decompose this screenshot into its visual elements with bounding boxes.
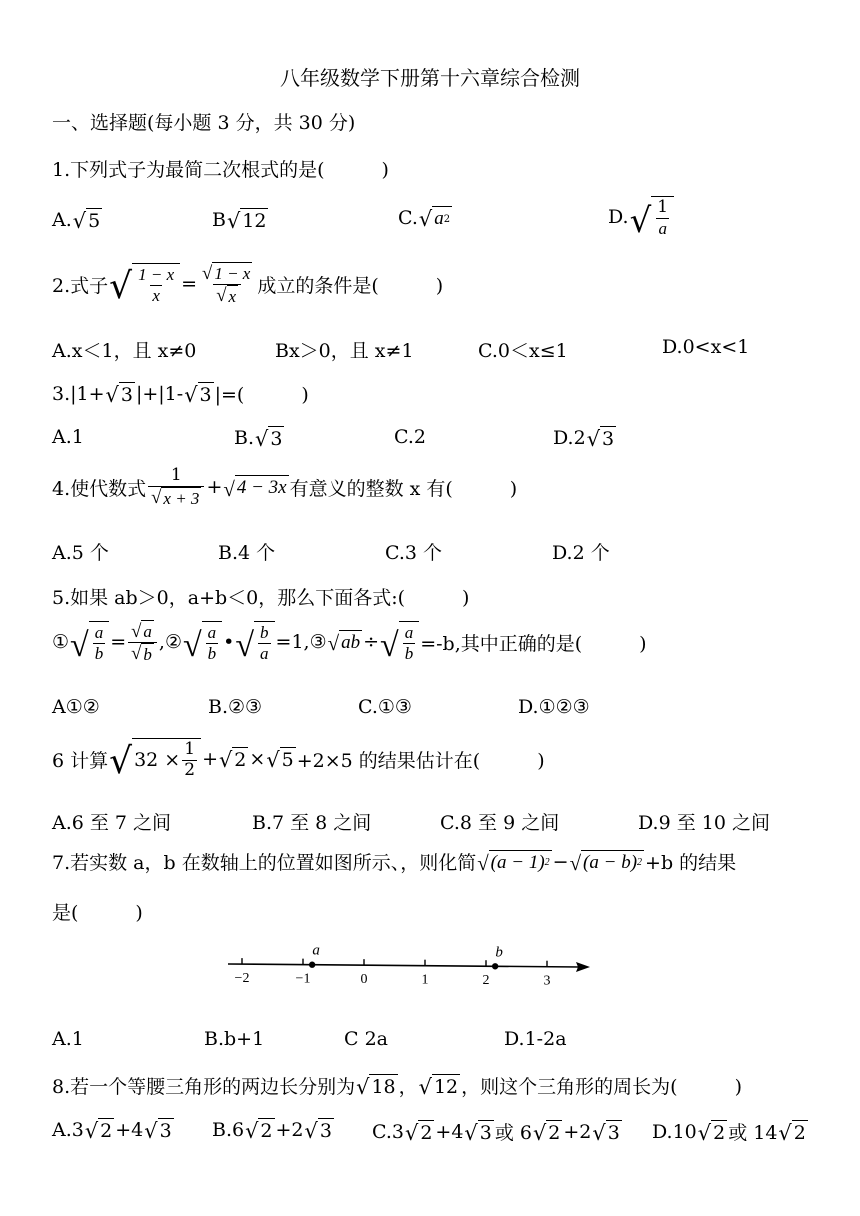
q2-option-d: D.0<x<1 xyxy=(662,336,750,358)
q3-option-a: A.1 xyxy=(52,426,84,448)
question-5-statements: ① √ $\frac{a}{b}$ = √ a √ b ,② √ $\frac{a}{b}$ • √ $\frac{b}{a}$ =1,③ √ ab ÷ √ $\frac{a}{b}$ =-b,其中正确的是( ) xyxy=(52,620,647,665)
q6-option-d: D.9 至 10 之间 xyxy=(638,812,770,834)
point-a xyxy=(309,962,315,968)
question-7-stem-continued: 是( ) xyxy=(52,902,143,924)
question-7-stem: 7.若实数 a，b 在数轴上的位置如图所示、，则化简 √ (a − 1) 2 − √ (a − b) 2 +b 的结果 xyxy=(52,850,737,875)
q3-option-b: B. √ 3 xyxy=(234,427,283,452)
q6-option-c: C.8 至 9 之间 xyxy=(440,812,560,834)
q8-option-a: A.3 √ 2 +4 √ 3 xyxy=(52,1119,172,1144)
q4-option-c: C.3 个 xyxy=(385,542,443,564)
point-label-b: b xyxy=(495,944,503,961)
q1-option-d: D. √ $\frac{1}{a}$ xyxy=(608,196,675,238)
q2-option-c: C.0＜x≤1 xyxy=(478,340,568,362)
q3-option-d: D.2 √ 3 xyxy=(553,427,615,452)
q6-option-a: A.6 至 7 之间 xyxy=(52,812,172,834)
sqrt-12: √ 12 xyxy=(226,209,267,234)
page-title: 八年级数学下册第十六章综合检测 xyxy=(280,66,580,90)
point-label-a: a xyxy=(312,942,320,959)
question-4-stem: 4.使代数式 1 √ x + 3 + √ 4 − 3x 有意义的整数 x 有( ) xyxy=(52,465,518,509)
point-b xyxy=(492,963,498,969)
q1-option-a: A. √ 5 xyxy=(52,209,101,234)
number-line-figure xyxy=(220,930,600,1000)
q4-option-d: D.2 个 xyxy=(552,542,610,564)
q4-option-b: B.4 个 xyxy=(218,542,276,564)
number-line-ticks xyxy=(235,958,551,989)
q2-option-b: Bx＞0，且 x≠1 xyxy=(275,340,414,362)
tick-label: 1 xyxy=(421,972,429,988)
fraction-of-roots: √ 1 − x √ x xyxy=(202,262,251,307)
q1-option-c: C. √ a 2 xyxy=(398,207,451,232)
q4-option-a: A.5 个 xyxy=(52,542,109,564)
q7-option-b: B.b+1 xyxy=(204,1028,265,1050)
question-1-stem: 1.下列式子为最简二次根式的是( ) xyxy=(52,159,389,181)
sqrt-fraction: √ $\frac{1 - x}{x}$ xyxy=(109,263,180,305)
number-line-arrow xyxy=(576,962,590,972)
q6-option-b: B.7 至 8 之间 xyxy=(252,812,372,834)
sqrt-5: √ 5 xyxy=(72,209,101,234)
tick-label: 2 xyxy=(482,973,490,989)
q1-option-b: B √ 12 xyxy=(212,209,267,234)
sqrt-a-squared: √ a 2 xyxy=(418,207,451,232)
q5-option-c: C.①③ xyxy=(358,696,412,718)
sqrt-one-over-a: √ $\frac{1}{a}$ xyxy=(630,196,675,238)
tick-label: 3 xyxy=(543,973,551,989)
question-2-stem: 2.式子 √ $\frac{1 - x}{x}$ = √ 1 − x √ x 成立的条件是( ) xyxy=(52,262,444,308)
tick-label: 0 xyxy=(360,972,368,988)
tick-label: −2 xyxy=(234,971,250,987)
q7-option-c: C 2a xyxy=(344,1028,388,1050)
q5-option-b: B.②③ xyxy=(208,696,263,718)
q8-option-c: C.3 √ 2 +4 √ 3 或 6 √ 2 +2 √ 3 xyxy=(372,1120,620,1145)
q3-option-c: C.2 xyxy=(394,426,426,448)
number-line-axis xyxy=(228,964,580,967)
tick-label: −1 xyxy=(295,971,311,987)
section-heading: 一、选择题(每小题 3 分，共 30 分) xyxy=(52,112,356,134)
q7-option-a: A.1 xyxy=(52,1028,84,1050)
question-8-stem: 8.若一个等腰三角形的两边长分别为 √ 18 ， √ 12 ，则这个三角形的周长为( ) xyxy=(52,1074,742,1099)
q8-option-d: D.10 √ 2 或 14 √ 2 xyxy=(652,1120,806,1145)
question-5-stem: 5.如果 ab＞0，a+b＜0，那么下面各式:( ) xyxy=(52,587,470,609)
question-3-stem: 3.|1+ √ 3 |+|1- √ 3 |=( ) xyxy=(52,382,309,407)
question-6-stem: 6 计算 √ 32 × $\frac{1}{2}$ + √ 2 × √ 5 +2×5 的结果估计在( ) xyxy=(52,739,545,783)
q7-option-d: D.1-2a xyxy=(504,1028,567,1050)
q8-option-b: B.6 √ 2 +2 √ 3 xyxy=(212,1119,332,1144)
q2-option-a: A.x＜1，且 x≠0 xyxy=(52,340,197,362)
q5-option-d: D.①②③ xyxy=(518,696,590,718)
q5-option-a: A①② xyxy=(52,696,100,718)
